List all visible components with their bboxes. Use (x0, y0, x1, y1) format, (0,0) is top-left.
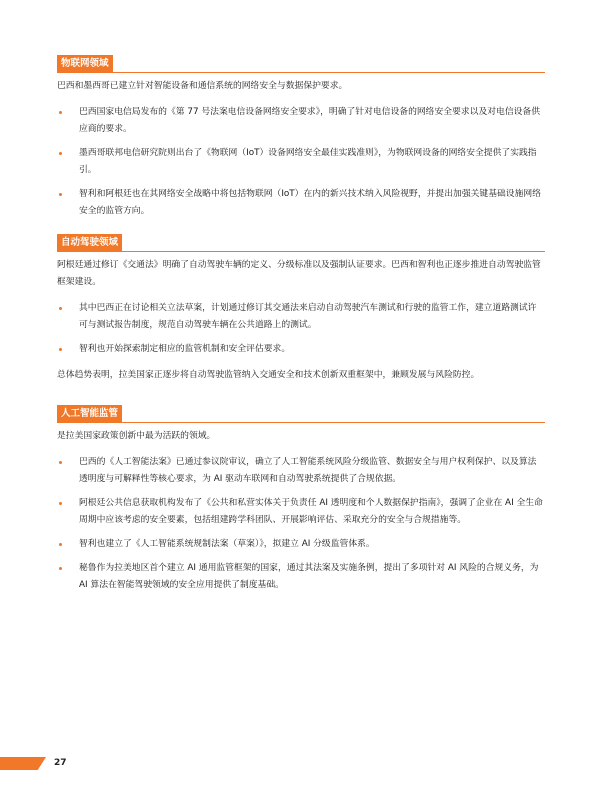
list-item (57, 104, 545, 138)
list-item (57, 454, 545, 488)
bullet-icon (59, 152, 62, 155)
list-item (57, 560, 545, 594)
section-ai-regulation (57, 405, 545, 594)
list-item-text: 秘鲁作为拉美地区首个建立 AI 通用监管框架的国家，通过其法案及实施条例，提出了多项针对 AI 风险的合规义务，为 AI 算法在智能驾驶领域的安全应用提供了制度基础。 (79, 563, 539, 590)
bullet-icon (59, 502, 62, 505)
section-header (57, 405, 545, 423)
page-number: 27 (54, 758, 67, 768)
section-header (57, 55, 545, 73)
list-item-text: 其中巴西正在讨论相关立法草案，计划通过修订其交通法来启动自动驾驶汽车测试和行驶的监管工作，建立道路测试许可与测试报告制度，规范自动驾驶车辆在公共道路上的测试。 (79, 303, 537, 330)
list-item (57, 536, 545, 553)
bullet-icon (59, 543, 62, 546)
bullet-list (57, 300, 545, 358)
bullet-list (57, 454, 545, 594)
bullet-icon (59, 193, 62, 196)
list-item (57, 341, 545, 358)
section-heading: 物联网领域 (57, 55, 113, 72)
list-item-text: 巴西国家电信局发布的《第 77 号法案电信设备网络安全要求》，明确了针对电信设备的网络安全要求以及对电信设备供应商的要求。 (79, 107, 541, 134)
list-item-text: 智利也开始探索制定相应的监管机制和安全评估要求。 (79, 344, 291, 354)
section-intro: 是拉美国家政策创新中最为活跃的领域。 (57, 431, 216, 441)
section-autonomous-driving (57, 234, 545, 384)
list-item (57, 300, 545, 334)
bullet-icon (59, 567, 62, 570)
section-intro: 阿根廷通过修订《交通法》明确了自动驾驶车辆的定义、分级标准以及强制认证要求。巴西和智利也正逐步推进自动驾驶监管框架建设。 (57, 260, 541, 287)
list-item-text: 智利也建立了《人工智能系统规制法案（草案）》，拟建立 AI 分级监管体系。 (79, 539, 375, 549)
list-item (57, 145, 545, 179)
bullet-icon (59, 461, 62, 464)
list-item (57, 495, 545, 529)
list-item-text: 巴西的《人工智能法案》已通过参议院审议，确立了人工智能系统风险分级监管、数据安全与用户权利保护、以及算法透明度与可解释性等核心要求，为 AI 驱动车联网和自动驾驶系统提供了合规依据。 (79, 457, 537, 484)
bullet-icon (59, 111, 62, 114)
section-heading: 人工智能监管 (57, 405, 122, 422)
list-item-text: 智利和阿根廷也在其网络安全战略中将包括物联网（IoT）在内的新兴技术纳入风险视野，并提出加强关键基础设施网络安全的监管方向。 (79, 189, 541, 216)
section-heading: 自动驾驶领域 (57, 234, 122, 251)
footer-accent-bar (0, 757, 46, 770)
list-item-text: 墨西哥联邦电信研究院则出台了《物联网（IoT）设备网络安全最佳实践准则》，为物联网设备的网络安全提供了实践指引。 (79, 148, 537, 175)
bullet-icon (59, 307, 62, 310)
list-item-text: 阿根廷公共信息获取机构发布了《公共和私营实体关于负责任 AI 透明度和个人数据保护指南》，强调了企业在 AI 全生命周期中应该考虑的安全要素，包括组建跨学科团队、开展影响评估、采取充分的安全与合规措施等。 (79, 498, 543, 525)
section-summary: 总体趋势表明，拉美国家正逐步将自动驾驶监管纳入交通安全和技术创新双重框架中，兼顾发展与风险防控。 (57, 370, 480, 380)
list-item (57, 186, 545, 220)
bullet-icon (59, 348, 62, 351)
bullet-list (57, 104, 545, 220)
section-header (57, 234, 545, 252)
section-iot (57, 55, 545, 220)
section-intro: 巴西和墨西哥已建立针对智能设备和通信系统的网络安全与数据保护要求。 (57, 81, 348, 91)
